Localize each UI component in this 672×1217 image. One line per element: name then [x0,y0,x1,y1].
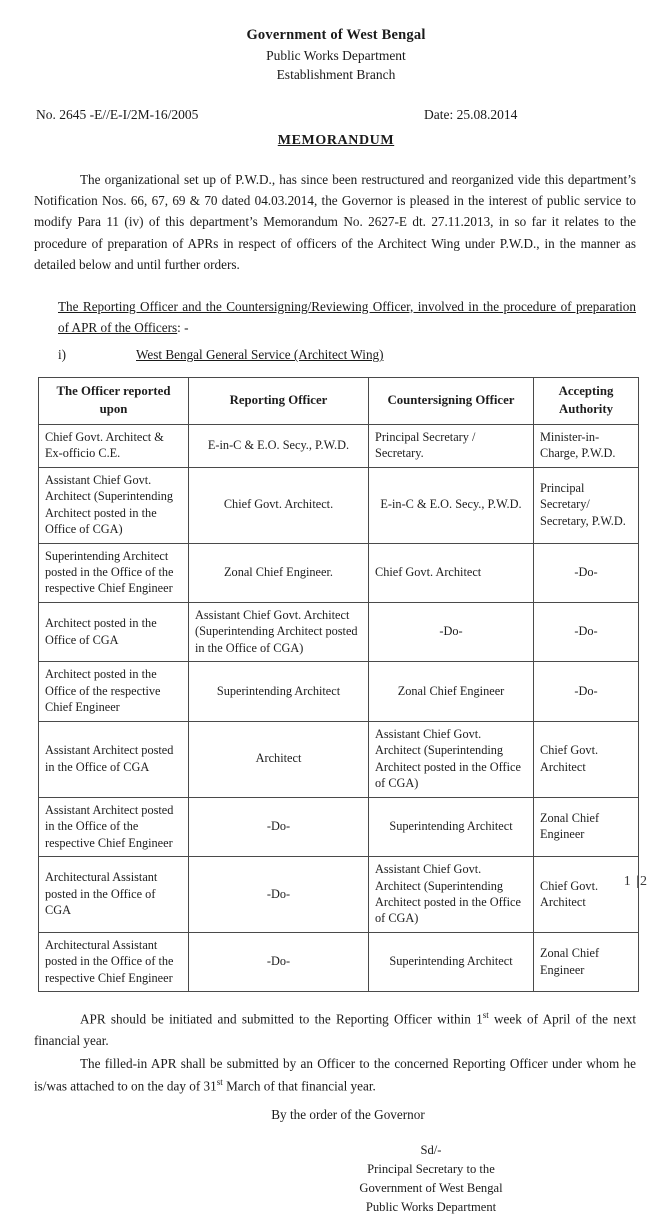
cell-accepting-authority: Chief Govt. Architect [534,721,639,797]
cell-officer-reported-upon: Architect posted in the Office of CGA [39,602,189,661]
signature-government: Government of West Bengal [359,1181,503,1196]
closing-p1-part-b: week of April of the next financial year. [34,1011,637,1049]
table-header-row [39,378,639,424]
signature-block [0,1141,672,1217]
body-paragraph: The organizational set up of P.W.D., has since been restructured and reorganized vide this department’s Notification Nos. 66, 67, 69 & 70 dated 04.03.2014, the Governor is pleased in the interest of public service to modify Para 11 (iv) of this department’s Memorandum No. 2627-E dt. 27.11.2013, in so far it relates to the procedure of preparation of APRs in respect of officers of the Architect Wing under P.W.D., in the manner as detailed below and until further orders. [34,171,636,273]
cell-reporting-officer: -Do- [189,797,369,856]
cell-countersigning-officer: E-in-C & E.O. Secy., P.W.D. [369,467,534,543]
apr-table-wrapper [38,377,638,992]
reference-row [0,107,672,127]
cell-accepting-authority: -Do- [534,662,639,721]
cell-officer-reported-upon: Architect posted in the Office of the respective Chief Engineer [39,662,189,721]
closing-p2-part-a: The filled-in APR shall be submitted by an Officer to the concerned Reporting Officer under whom he is/was attached to on the day of 31 [34,1056,636,1094]
cell-accepting-authority: Chief Govt. Architect [534,857,639,933]
cell-countersigning-officer: Superintending Architect [369,932,534,991]
cell-reporting-officer: -Do- [189,857,369,933]
table-header-accepting-authority: Accepting Authority [534,378,639,424]
cell-officer-reported-upon: Chief Govt. Architect & Ex-officio C.E. [39,424,189,467]
table-row [39,424,639,467]
cell-reporting-officer: -Do- [189,932,369,991]
table-header-countersigning-officer: Countersigning Officer [369,378,534,424]
cell-accepting-authority: Principal Secretary/ Secretary, P.W.D. [534,467,639,543]
page-number: 1 |2 [623,874,648,889]
sub-item-i [58,344,672,365]
cell-officer-reported-upon: Assistant Architect posted in the Office of CGA [39,721,189,797]
cell-countersigning-officer: Zonal Chief Engineer [369,662,534,721]
memo-number: No. 2645 -E//E-I/2M-16/2005 [36,106,199,122]
table-row [39,467,639,543]
cell-reporting-officer: Assistant Chief Govt. Architect (Superintending Architect posted in the Office of CGA) [189,602,369,661]
closing-p1-part-a: APR should be initiated and submitted to the Reporting Officer within 1 [80,1011,483,1027]
cell-reporting-officer: Chief Govt. Architect. [189,467,369,543]
cell-reporting-officer: E-in-C & E.O. Secy., P.W.D. [189,424,369,467]
closing-p2-superscript: st [216,1076,223,1087]
by-order-line: By the order of the Governor [271,1106,425,1122]
lead-in-paragraph [58,296,636,339]
table-row [39,797,639,856]
cell-officer-reported-upon: Assistant Chief Govt. Architect (Superintending Architect posted in the Office of CGA) [39,467,189,543]
cell-officer-reported-upon: Superintending Architect posted in the Office of the respective Chief Engineer [39,543,189,602]
signature-sd: Sd/- [420,1142,442,1157]
cell-reporting-officer: Superintending Architect [189,662,369,721]
letterhead-branch: Establishment Branch [276,67,396,83]
cell-countersigning-officer: Assistant Chief Govt. Architect (Superintending Architect posted in the Office of CGA) [369,857,534,933]
letterhead-department: Public Works Department [266,47,406,63]
cell-officer-reported-upon: Architectural Assistant posted in the Office of CGA [39,857,189,933]
closing-paragraph-1 [34,1008,636,1051]
cell-accepting-authority: -Do- [534,602,639,661]
letterhead [0,0,672,85]
cell-countersigning-officer: Principal Secretary / Secretary. [369,424,534,467]
lead-in-underlined-text: The Reporting Officer and the Countersigning/Reviewing Officer, involved in the procedure of preparation of APR of the Officers [58,298,636,335]
cell-officer-reported-upon: Assistant Architect posted in the Office of the respective Chief Engineer [39,797,189,856]
signature-designation: Principal Secretary to the [367,1162,495,1177]
cell-countersigning-officer: Chief Govt. Architect [369,543,534,602]
table-row [39,932,639,991]
cell-reporting-officer: Zonal Chief Engineer. [189,543,369,602]
memo-date: Date: 25.08.2014 [424,106,518,122]
apr-table [38,377,639,992]
table-header-officer-reported-upon: The Officer reported upon [39,378,189,424]
table-row [39,543,639,602]
cell-reporting-officer: Architect [189,721,369,797]
closing-p1-superscript: st [482,1010,489,1021]
letterhead-government: Government of West Bengal [246,27,426,43]
cell-accepting-authority: Minister-in-Charge, P.W.D. [534,424,639,467]
cell-countersigning-officer: Assistant Chief Govt. Architect (Superintending Architect posted in the Office of CGA) [369,721,534,797]
sub-item-label: West Bengal General Service (Architect Wing) [136,347,384,363]
table-row [39,857,639,933]
cell-officer-reported-upon: Architectural Assistant posted in the Office of the respective Chief Engineer [39,932,189,991]
memorandum-title: MEMORANDUM [277,132,395,148]
cell-accepting-authority: Zonal Chief Engineer [534,932,639,991]
cell-countersigning-officer: -Do- [369,602,534,661]
table-row [39,721,639,797]
table-header-reporting-officer: Reporting Officer [189,378,369,424]
closing-paragraph-2 [34,1053,636,1096]
table-row [39,662,639,721]
sub-item-marker: i) [58,347,67,363]
closing-p2-part-b: March of that financial year. [222,1078,376,1094]
signature-department: Public Works Department [365,1200,497,1215]
lead-in-trailing: : - [177,319,189,335]
cell-countersigning-officer: Superintending Architect [369,797,534,856]
cell-accepting-authority: -Do- [534,543,639,602]
table-row [39,602,639,661]
cell-accepting-authority: Zonal Chief Engineer [534,797,639,856]
